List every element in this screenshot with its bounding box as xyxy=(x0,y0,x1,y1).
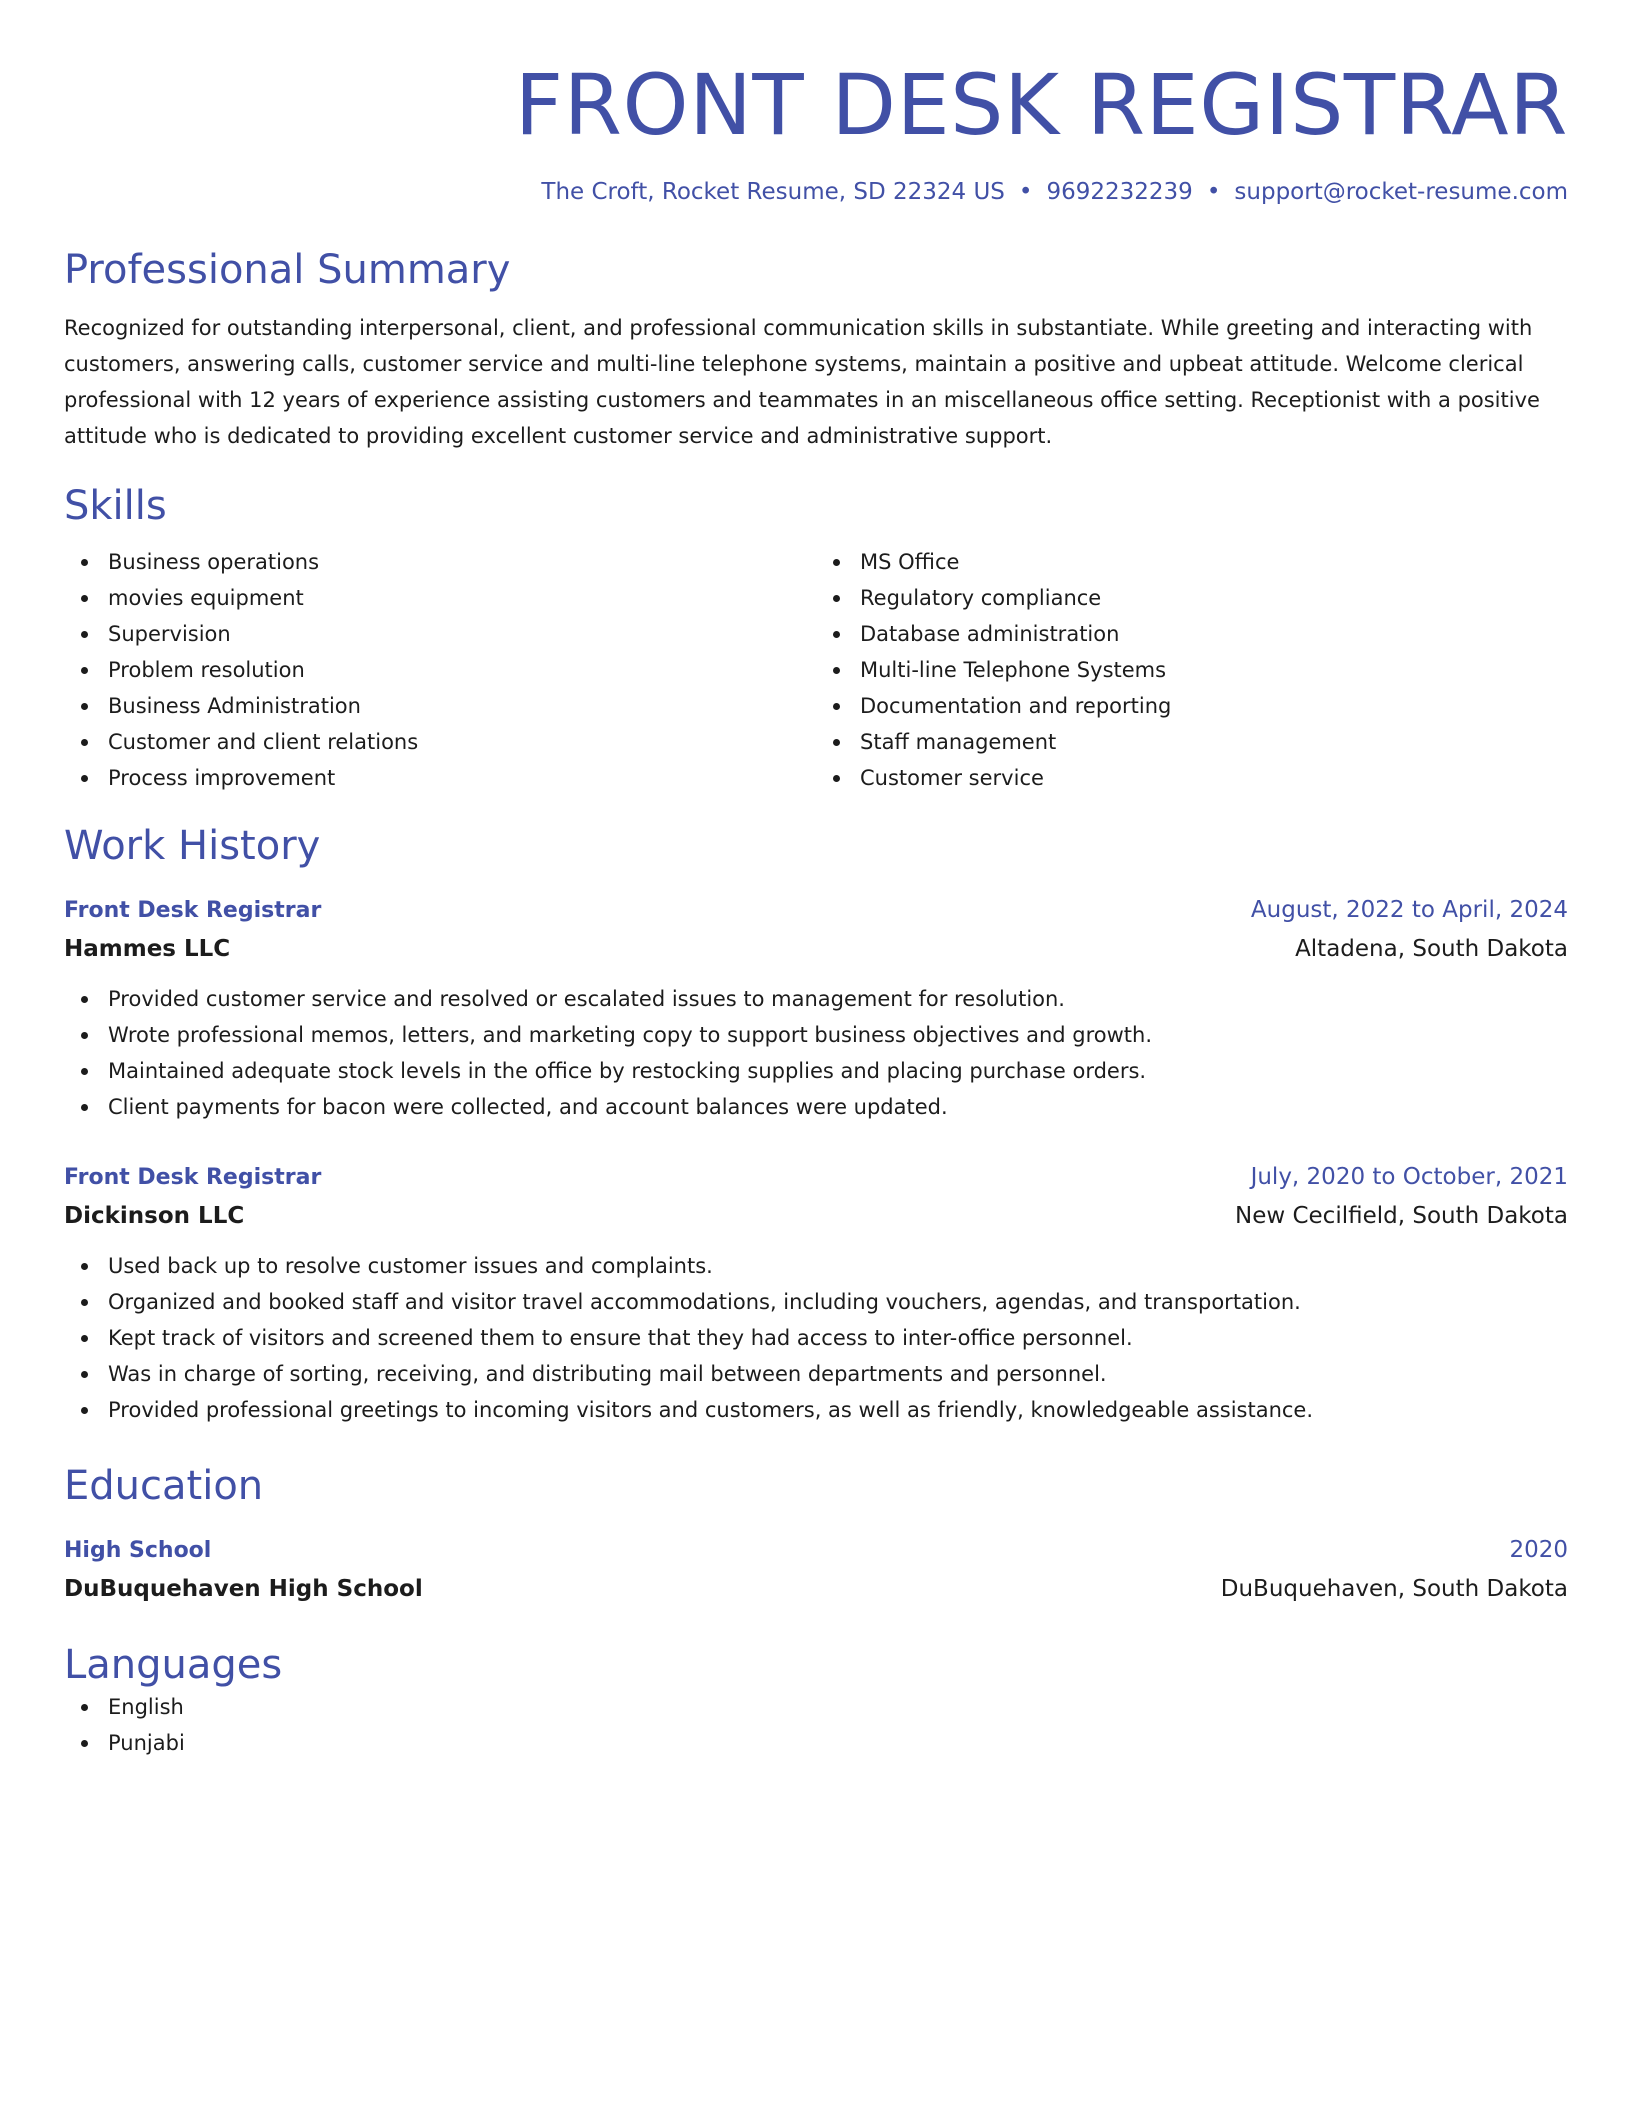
section-title-skills: Skills xyxy=(64,483,167,529)
skill-item: Multi-line Telephone Systems xyxy=(860,652,1568,688)
section-title-languages: Languages xyxy=(64,1642,283,1688)
address: The Croft, Rocket Resume, SD 22324 US xyxy=(541,179,1005,205)
section-title-education: Education xyxy=(64,1463,264,1509)
candidate-name: FRONT DESK REGISTRAR xyxy=(514,56,1568,154)
skill-item: Staff management xyxy=(860,724,1568,760)
skill-item: Business Administration xyxy=(108,688,816,724)
summary-text: Recognized for outstanding interpersonal, client, and professional communication skills in substantiate. While greeting and interacting with customers, answering calls, customer service and multi-line telephone systems, maintain a positive and upbeat attitude. Welcome clerical professional with 12 years of experience assisting customers and teammates in an miscellaneous office setting. Receptionist with a positive attitude who is dedicated to providing excellent customer service and administrative support. xyxy=(64,316,1540,448)
degree: High School xyxy=(64,1538,212,1563)
education-header xyxy=(64,1532,1568,1569)
job-duty: Provided professional greetings to incoming visitors and customers, as well as friendly, knowledgeable assistance. xyxy=(108,1392,1568,1428)
job-entry xyxy=(64,1159,1568,1428)
job-duty: Used back up to resolve customer issues and complaints. xyxy=(108,1248,1568,1284)
school-name: DuBuquehaven High School xyxy=(64,1576,423,1602)
job-header xyxy=(64,1159,1568,1196)
contact-separator: • xyxy=(1018,179,1033,205)
section-title-summary: Professional Summary xyxy=(64,247,511,293)
job-subheader xyxy=(64,929,1568,969)
phone: 9692232239 xyxy=(1046,179,1193,205)
language-item: Punjabi xyxy=(108,1725,1568,1761)
skill-item: MS Office xyxy=(860,544,1568,580)
job-duty: Client payments for bacon were collected, and account balances were updated. xyxy=(108,1089,1568,1125)
job-duty: Organized and booked staff and visitor travel accommodations, including vouchers, agendas, and transportation. xyxy=(108,1284,1568,1320)
skill-item: Customer and client relations xyxy=(108,724,816,760)
skill-item: Database administration xyxy=(860,616,1568,652)
skills-column-right xyxy=(816,544,1568,796)
job-dates: July, 2020 to October, 2021 xyxy=(1250,1164,1568,1190)
job-entry xyxy=(64,892,1568,1125)
job-location: Altadena, South Dakota xyxy=(1295,936,1568,962)
job-duty: Wrote professional memos, letters, and marketing copy to support business objectives and growth. xyxy=(108,1017,1568,1053)
skill-item: Business operations xyxy=(108,544,816,580)
skills-column-left xyxy=(64,544,816,796)
school-location: DuBuquehaven, South Dakota xyxy=(1220,1576,1568,1602)
job-subheader xyxy=(64,1196,1568,1236)
job-title: Front Desk Registrar xyxy=(64,898,322,923)
graduation-year: 2020 xyxy=(1509,1537,1568,1563)
skill-item: movies equipment xyxy=(108,580,816,616)
language-item: English xyxy=(108,1689,1568,1725)
job-header xyxy=(64,892,1568,929)
job-location: New Cecilfield, South Dakota xyxy=(1234,1203,1568,1229)
skill-item: Supervision xyxy=(108,616,816,652)
job-dates: August, 2022 to April, 2024 xyxy=(1250,897,1568,923)
job-title: Front Desk Registrar xyxy=(64,1165,322,1190)
education-subheader xyxy=(64,1569,1568,1609)
company-name: Hammes LLC xyxy=(64,936,231,962)
skill-item: Process improvement xyxy=(108,760,816,796)
education-entry xyxy=(64,1532,1568,1609)
section-title-work-history: Work History xyxy=(64,823,321,869)
skill-item: Regulatory compliance xyxy=(860,580,1568,616)
skill-item: Customer service xyxy=(860,760,1568,796)
skill-item: Documentation and reporting xyxy=(860,688,1568,724)
email-link[interactable]: support@rocket-resume.com xyxy=(1234,179,1568,205)
contact-line xyxy=(64,176,1568,208)
contact-separator: • xyxy=(1206,179,1221,205)
company-name: Dickinson LLC xyxy=(64,1203,245,1229)
job-duties xyxy=(64,1248,1568,1428)
job-duty: Maintained adequate stock levels in the office by restocking supplies and placing purchase orders. xyxy=(108,1053,1568,1089)
job-duty: Was in charge of sorting, receiving, and distributing mail between departments and personnel. xyxy=(108,1356,1568,1392)
job-duty: Provided customer service and resolved or escalated issues to management for resolution. xyxy=(108,981,1568,1017)
job-duty: Kept track of visitors and screened them to ensure that they had access to inter-office personnel. xyxy=(108,1320,1568,1356)
skills-list xyxy=(64,544,1568,796)
job-duties xyxy=(64,981,1568,1125)
languages-list xyxy=(64,1689,1568,1761)
skill-item: Problem resolution xyxy=(108,652,816,688)
